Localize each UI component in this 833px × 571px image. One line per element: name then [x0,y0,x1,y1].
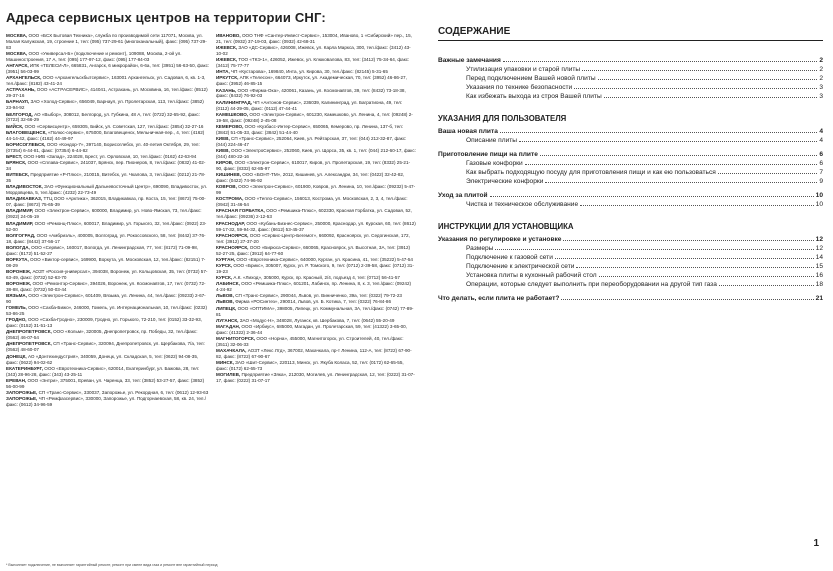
address-entry [216,136,416,148]
address-entry [6,281,210,293]
city-name: ЛЬВОВ, [216,293,234,299]
address-entry [6,396,210,408]
address-entry [216,100,416,112]
address-text: ООО «Сервисцентр», 659305, Бийск, ул. Советская, 127, тел./факс: (3854) 32-27-16 [24,123,204,129]
address-entry [6,75,210,87]
address-entry [6,87,210,99]
dot-leader [555,258,814,259]
city-name: КАЗАНЬ, [216,87,237,93]
heading-divider [438,40,823,41]
city-name: ВЯЗЬМА, [6,293,27,299]
address-text: ЧП «Ремфазсервис», 330000, Запорожье, ул. Подгорнаевская, 58, кв. 24, тел./факс: (0612) 34-96-59 [6,396,207,407]
toc-page-number: 4 [819,137,823,144]
toc-subentry[interactable] [438,66,823,75]
toc-part-heading: ИНСТРУКЦИИ ДЛЯ УСТАНОВЩИКА [438,222,574,231]
address-entry [6,33,210,51]
address-entry [6,233,210,245]
address-entry [216,208,416,220]
address-entry [6,160,210,172]
address-text: ТОО «ТКЭ-1», 426052, Ижевск, ул. Клюковалова, 83, тел: (3412) 75-34-64, факс: (3412) 75-77-77 [216,57,410,69]
address-entry [6,63,210,75]
address-text: СП «Транс-Сервис», 252064, Киев, ул. Рейтарская, 37, тел: (044) 212-32-87, факс: (044) 224-46-47 [216,135,407,147]
toc-section[interactable] [438,295,823,304]
city-name: ВИТЕБСК, [6,172,30,178]
city-name: ЕКАТЕРИНБУРГ, [6,365,43,371]
address-text: ООО «Виктор-сервис», 169900, Воркута, ул. Московская, 12, тел./факс: (82151) 7-08-29 [6,256,206,268]
address-entry [6,184,210,196]
toc-title: Уход за плитой [438,192,488,199]
toc-page-number: 4 [819,128,823,135]
address-text: ООО «Архангельскбытсервис», 163001 Архангельск, ул. Садовая, 6, кв. 1-3, тел./факс: (8182) 43-41-24 [6,75,206,87]
city-name: МОСКВА, [6,51,28,57]
toc-page-number: 6 [819,151,823,158]
address-text: АПК «Телесон», 664073, Иркутск, ул. Академическая, 70, тел: (3952) 46-86-27, факс: (3952) 46-85-15 [216,75,407,87]
toc-title: Указания по технике безопасности [466,84,573,91]
city-name: КАМЕШКОВО, [216,111,249,117]
city-name: АСТРАХАНЬ, [6,87,36,93]
service-centers-title: Адреса сервисных центров на территории СНГ: [6,10,326,25]
dot-leader [500,132,817,133]
toc-title: Важные замечания [438,57,501,64]
address-entry [6,269,210,281]
address-entry [6,172,210,184]
address-text: АОЗТ «Лекс Лтд», 367002, Махачкала, пр-т Ленина, 112-А, тел: (8722) 67-90-82, факс: (8722) 67-90-67 [216,348,412,359]
city-name: ДОНЕЦК, [6,353,27,359]
address-entry [216,160,416,172]
address-entry [6,124,210,130]
toc-section[interactable] [438,151,823,160]
address-entry [6,390,210,396]
toc-page-number: 10 [815,201,823,208]
address-text: ООО «Кольм», 320005, Днепропетровск, пр. Победы, 32, тел./факс: (0562) 46-07-54 [6,329,198,341]
footnote: * Выполняет подключение, не выполняет гарантийный ремонт, ремонт при смене вида газа и ремонт вне гарантийный период [6,563,218,567]
address-entry [216,372,416,384]
page-number: 1 [813,538,819,549]
toc-page-number: 12 [815,236,823,243]
toc-title: Указания по регулировке и установке [438,236,562,243]
city-name: БРЕСТ, [6,153,23,159]
address-text: ООО «Сахба-Гродно», 230009, Гродно, ул. Горького, 72-210, тел: (0152) 33-32-93, факс: (0152) 31-51-13 [6,317,202,329]
address-entry [6,142,210,154]
address-text: ООО «Кондор-7», 397140, Борисоглебск, ул. 40-летия Октября, 29, тел: (07354) 6-44-81, факс: (07354) 6-44-82 [6,141,200,153]
city-name: КЕМЕРОВО, [216,123,244,129]
address-text: ООО «Фирма-Ока», 420061, Казань, ул. Космонавтов, 39, тел: (8432) 73-18-38, факс: (8432) 76-92-03 [216,87,406,99]
address-entry [6,112,210,124]
address-text: АО «Донтехиндустрия», 340059, Донецк, ул. Складская, 5, тел: (0622) 94-08-35, факс: (0622) 94-02-62 [6,353,199,365]
city-name: КУРСК, [216,262,233,268]
address-entry [216,281,416,293]
toc-page-number: 9 [819,178,823,185]
city-name: ВЛАДИКАВКАЗ, [6,196,43,202]
city-name: БЛАГОВЕЩЕНСК, [6,129,47,135]
toc-title: Перед подключением Вашей новой плиты [466,75,596,82]
toc-subentry[interactable] [438,137,823,146]
city-name: ДНЕПРОПЕТРОВСК, [6,341,52,347]
toc-part-heading: УКАЗАНИЯ ДЛЯ ПОЛЬЗОВАТЕЛЯ [438,114,567,123]
address-entry [6,154,210,160]
city-name: АНГАРСК, [6,63,29,69]
address-entry [216,233,416,245]
city-name: ИНТА, [216,69,230,75]
address-text: СП «Транс-Сервис», 320094, Днепропетровск, ул. Щербакова, 7/а, тел: (0562) 48-60-07 [6,341,205,353]
city-name: БЕЛГОРОД, [6,111,33,117]
dot-leader [490,196,814,197]
address-entry [216,57,416,69]
address-text: ООО «Евротехника-Сервис», 640000, Курган, ул. Красина, 41, тел: (35222) 5-47-54 [236,256,413,262]
city-name: АРХАНГЕЛЬСК, [6,75,42,81]
toc-title: Приготовление пищи на плите [438,151,538,158]
address-text: ООО «Ирбиус», 685000, Магадан, ул. Пролетарская, 59, тел: (41322) 3-65-00, факс: (41322) 2-36-44 [216,323,408,335]
city-name: КРАСНАЯ ГОРБАТКА, [216,208,265,214]
toc-title: Утилизация упаковки и старой плиты [466,66,581,73]
city-name: МАХАЧКАЛА, [216,348,247,353]
city-name: ВЛАДИМИР, [6,208,34,214]
address-text: АО «Выбор», 308012, Белгород, ул. Губкина, 48 А, тел: (0722) 32-65-92, факс: (0722) 32-66-29 [6,111,200,123]
toc-page-number: 3 [819,84,823,91]
toc-subentry[interactable] [438,160,823,169]
toc-title: Ваша новая плита [438,128,498,135]
address-text: А.К. «Лиход», 305000, Курск, пр. Красный, 2/4, подъезд 4, тел: (0712) 56-41-57 [233,275,400,281]
address-text: ООО «Ремшика-Плюс», 601201, Лабинск, пр. Ленина, 8, к. 3, тел./факс: (09242) 4-24-92 [216,281,412,293]
address-text: ООО «Электрон-Сервис», 610017, Киров, ул. Пролетарская, 19, тел: (8332) 25-21-90, факс: (8332) 62-85-97 [216,160,411,172]
address-entry [6,208,210,220]
toc-subentry[interactable] [438,84,823,93]
city-name: КИРОВ, [216,160,234,166]
contents-page [430,0,833,571]
address-column-2 [216,33,416,384]
address-column-1 [6,33,210,408]
city-name: ГРОДНО, [6,317,27,323]
city-name: КИШИНЕВ, [216,172,241,178]
address-text: ООО «Электрон-Сервис», 601900, Ковров, ул. Ленина, 10, тел./факс: (09232) 5-47-99 [216,184,416,196]
city-name: ВЛАДИМИР, [6,220,34,226]
address-text: ТТЦ ООО «Арктика», 362015, Владикавказ, пр. Коста, 15, тел: (8672) 75-00-07, факс: (8672) 75-65-39 [6,196,206,208]
address-entry [6,305,210,317]
dot-leader [580,205,814,206]
address-text: ООО «Универсал-Б» (подключение и ремонт), 109088, Москва, 2-ой ул. Машиностроения, 17 А, тел: (095) 177-97-12, факс: (095) 177-84-03 [6,51,182,62]
city-name: ИВАНОВО, [216,33,241,38]
address-text: ООО «ЭлектроСервис», 252060, Киев, ул. Щорса, 35, кв. 1, тел: (044) 212-60-17, факс: (044) 480-22-16 [216,147,416,159]
toc-subentry[interactable] [438,169,823,178]
toc-title: Подключение к электрической сети [466,263,575,270]
address-text: ЗАО «Функциональный Дальневосточный Центр», 690090, Владивосток, ул. Мордовцева, 5, тел./факс: (4232) 22-73-49 [6,184,208,196]
address-entry [6,317,210,329]
address-entry [216,148,416,160]
city-name: КИЕВ, [216,135,230,141]
toc-page-number: 3 [819,93,823,100]
address-entry [216,306,416,318]
address-text: ООО «БСХ Бытовая Техника», служба по производимой сети 117071, Москва, ул. Малая Калужская, 19, строение 1, тел: (095) 737-29-61 (многоканальный), факс: (095) 737-29-83 [6,33,207,50]
address-entry [216,257,416,263]
toc-page-number: 15 [815,263,823,270]
dot-leader [576,267,813,268]
address-text: Фирма «РОСинтез», 290014, Львов, ул. Б. Котика, 7, тел: (0322) 76-84-86 [235,299,391,305]
dot-leader [719,285,814,286]
address-text: ООО «Ремонц-Плюс», 600017, Владимир, ул. Горького, 32, тел./факс: (0922) 23-52-00 [6,220,207,232]
toc-title: Установка плиты в кухонный рабочий стол [466,272,597,279]
city-name: ИРКУТСК, [216,75,239,81]
address-text: ЗАО «ДС-Сервис», 426008, Ижевск, ул. Карла Маркса, 300, тел./факс: (3412) 43-10-02 [216,45,411,57]
city-name: ЗАПОРОЖЬЕ, [6,389,38,395]
address-text: ООО «Кубань-Бизнес-Сервис», 250000, Краснодар, ул. Курская, 60, тел: (8612) 59-17-32, 59-94-32, факс: (8612) 53-45-37 [216,220,416,232]
toc-page-number: 2 [819,75,823,82]
city-name: МИНСК, [216,360,234,366]
address-entry [216,324,416,336]
city-name: КРАСНОДАР, [216,220,246,226]
toc-title: Описание плиты [466,137,518,144]
toc-subentry[interactable] [438,272,823,281]
dot-leader [519,141,817,142]
city-name: БРЯНСК, [6,160,27,166]
address-entry [6,51,210,63]
toc-page-number: 6 [819,160,823,167]
address-entry [6,130,210,142]
address-text: Предприятие «Зяка», 212030, Могилев, ул. Ленинградская, 12, тел: (0222) 31-07-17, факс: (0222) 31-07-17 [216,372,415,384]
address-text: ООО «Электрон-Сервис», 601230, Камешково, ул. Ленина, 4, тел: (09248) 2-19-58, факс: (09248) 2-45-08 [216,111,413,123]
address-text: ООО «Евротехника-Сервис», 620014, Екатеринбург, ул. Бажова, 28, тел: (343) 28-96-28, факс: (343) 43-25-11 [6,365,200,377]
city-name: ДНЕПРОПЕТРОВСК, [6,329,52,335]
city-name: МАГАДАН, [216,323,241,329]
toc-section[interactable] [438,192,823,201]
city-name: КРАСНОЯРСК, [216,232,249,238]
toc-page-number: 2 [819,66,823,73]
address-entry [216,75,416,87]
address-entry [6,329,210,341]
address-entry [6,196,210,208]
toc-title: Электрические конфорки [466,178,544,185]
city-name: КОСТРОМА, [216,196,244,202]
address-text: ООО «ОПТИМА», 398005, Липецк, ул. Коммунальная, 3А, тел./факс: (0742) 77-89-81 [216,305,414,317]
city-name: ВОРОНЕЖ, [6,268,32,274]
address-text: ООО НИВ «Запад», 224028, Брест, ул. Орловская, 10, тел./факс: (0162) 42-63-94 [23,153,197,159]
dot-leader [525,164,818,165]
toc-subentry[interactable] [438,281,823,290]
address-entry [216,348,416,360]
toc-title: Операции, которые следует выполнить при переоборудовании на другой тип газа [466,281,717,288]
address-entry [6,257,210,269]
city-name: ВОРОНЕЖ, [6,281,32,287]
address-text: ООО «Тепло-Сервис», 156013, Кострома, ул. Московская, 2, 3, 4, тел./факс: (0942) 31-46-54 [216,196,408,208]
address-text: ООО «Ремонтэр-Сервис», 394026, Воронеж, ул. Космонавтов, 17, тел: (0732) 72-38-88, факс: (0732) 50-03-44 [6,281,206,292]
toc-page-number: 12 [815,245,823,252]
city-name: ЛИПЕЦК, [216,305,237,311]
address-entry [6,221,210,233]
address-entry [216,33,416,45]
address-text: ООО «Электрон-Сервис», 601409, Вязьма, ул. Ленина, 44, тел./факс: (09233) 2-67-90 [6,293,206,305]
city-name: МАГНИТОГОРСК, [216,335,256,341]
address-text: ООО «АСТРАСЕРВИС», 414041, Астрахань, ул. Москвина, 16, тел./факс: (8512) 29-37-16 [6,87,208,99]
toc-page-number: 10 [815,192,823,199]
city-name: ВОРКУТА, [6,256,29,262]
address-entry [6,293,210,305]
address-entry [216,184,416,196]
address-text: ЗАО «Модус-Н», 348028, Луганск, кв. Шербакова, 7, тел: (0642) 55-20-49 [239,317,395,323]
address-text: ЧП «Антонов-Сервис», 236039, Калининград, ул. Багратиона, 49, тел: (0112) 44-29-05, факс: (0112) 47-44-41 [216,99,403,111]
toc-section[interactable] [438,236,823,245]
toc-subentry[interactable] [438,201,823,210]
toc-subentry[interactable] [438,93,823,102]
toc-page-number: 21 [815,295,823,302]
city-name: МОСКВА, [6,33,28,38]
address-text: ООО «Энтри», 375001, Ереван, ул. Чаренца, 33, тел: (3852) 53-27-57, факс: (3852) 56-00-99 [6,377,205,389]
address-text: ООО «Кузбасс-Интер-Сервис», 650065, Кемерово, пр. Ленина, 137-б, тел: (3842) 51-05-33, факс: (3842) 51-44-40 [216,123,403,135]
city-name: КРАСНОЯРСК, [216,244,249,250]
address-entry [216,112,416,124]
table-of-contents [438,52,823,304]
address-entry [216,336,416,348]
address-text: ООО «Норна», 455000, Магнитогорск, ул. Строителей, 40, тел./факс: (3511) 32-06-33 [216,335,404,347]
address-text: СП «Транс-Сервис», 290044, Львов, ул. Винниченко, 39а, тел: (0322) 79-72-23 [235,293,402,299]
address-entry [6,245,210,257]
address-entry [216,263,416,275]
address-entry [216,172,416,184]
address-entry [6,341,210,353]
toc-title: Газовые конфорки [466,160,523,167]
address-entry [6,354,210,366]
toc-page-number: 18 [815,281,823,288]
toc-subentry[interactable] [438,75,823,84]
city-name: ВОЛОГДА, [6,244,30,250]
address-entry [216,275,416,281]
toc-section[interactable] [438,128,823,137]
city-name: ИЖЕВСК, [216,45,238,51]
dot-leader [582,70,817,71]
address-text: ЗАО «Холод-Сервис», 656049, Барнаул, ул. Пролетарская, 113, тел./факс: (3852) 23-94-92 [6,99,204,111]
dot-leader [503,61,817,62]
address-text: ООО «Сервис-Центр-Бегемот», 660092, Красноярск, ул. Седогинская, 172, тел: (3912) 27-37-20 [216,232,410,244]
toc-title: Как избежать выхода из строя Вашей плиты [466,93,602,100]
address-text: ЧП «Кустарова», 169840, Инта, ул. Кирова, 30, тел./факс: (82145) 5-31-65 [231,69,388,75]
city-name: КИЕВ, [216,147,230,153]
address-text: ООО «Брикс», 305007, Курск, ул. Р. Томского, 9, тел: (0712) 2-39-58, факс: (0712) 31-19-23 [216,262,414,274]
city-name: ИЖЕВСК, [216,57,238,63]
address-text: ООО «Сервис», 160017, Вологда, ул. Ленинградская, 77, тел: (8172) 71-09-98, факс: (8172) 51-52-27 [6,244,199,256]
address-text: ООО ТНФ «Сантер-Инвест-Сервис», 153004, Иваново, 1 «Сибирский» пер., 15, 21, тел: (0932) 37-19-03, факс: (0932) 42-68-31 [216,33,412,44]
address-text: ЗАО «Шит-Сервис», 220113, Минск, ул. Якуба Коласа, 52, тел: (0172) 62-65-55, факс: (0172) 62-65-73 [216,360,404,372]
dot-leader [574,88,817,89]
dot-leader [599,276,814,277]
address-entry [216,293,416,299]
address-text: ООО «Сплава-Сервис», 241037, Брянск, пер. Пионеров, 8, тел./факс: (0832) 41-02-34 [6,160,206,172]
address-text: «Полюс-сервис», 675000, Благовещенск, Мельничная-пер., 4, тел: (4162) 44-14-42, факс: (4162) 44-49-97 [6,129,205,141]
city-name: ВОЛГОГРАД, [6,232,36,238]
address-entry [216,124,416,136]
city-name: ЛАБИНСК, [216,281,240,287]
address-entry [6,366,210,378]
city-name: ЛЬВОВ, [216,299,234,305]
toc-page-number: 14 [815,254,823,261]
toc-page-number: 16 [815,272,823,279]
address-entry [216,221,416,233]
dot-leader [495,249,813,250]
toc-title: Подключение к газовой сети [466,254,553,261]
address-entry [216,299,416,305]
address-entry [216,88,416,100]
address-text: ООО «Сахба-Бижо», 246000, Гомель, ул. Интернациональная, 10, тел./факс: (0232) 53-86-25 [6,305,207,317]
toc-title: Размеры [466,245,494,252]
toc-section[interactable] [438,57,823,66]
toc-subentry[interactable] [438,245,823,254]
address-entry [216,245,416,257]
dot-leader [604,97,818,98]
city-name: ГОМЕЛЬ, [6,305,27,311]
toc-title: Как выбрать подходящую посуду для приготовления пищи и как ею пользоваться [466,169,716,176]
city-name: КУРСК, [216,275,233,281]
address-text: ООО «БОНТ-ТМ», 2012, Кишинев, ул. Александри, 34, тел: (0422) 32-42-82, факс: (0422) 74-96-92 [216,172,405,184]
contents-heading: СОДЕРЖАНИЕ [438,26,511,37]
toc-title: Что делать, если плита не работает? [438,295,560,302]
city-name: ЗАПОРОЖЬЕ, [6,396,38,401]
address-text: СП «Транс-Сервис», 330037, Запорожье, ул. Рекордная, 6, тел: (0612) 12-93-63 [38,389,209,395]
toc-subentry[interactable] [438,254,823,263]
city-name: ВЛАДИВОСТОК, [6,184,43,190]
city-name: КОВРОВ, [216,184,237,190]
address-text: ООО «Бирюса-Сервис», 660065, Красноярск, ул. Высотная, 3А, тел: (3912) 52-27-25, факс: (3912) 64-77-60 [216,244,411,256]
city-name: БАРНАУЛ, [6,99,30,105]
toc-page-number: 2 [819,57,823,64]
city-name: КУРГАН, [216,256,236,262]
address-text: ООО «Электрон-Сервис», 600000, Владимир, ул. Ново-Ямская, 73, тел./факс: (0922) 24-05-19 [6,208,202,220]
toc-subentry[interactable] [438,263,823,272]
toc-title: Чистка и техническое обслуживание [466,201,579,208]
city-name: КАЛИНИНГРАД, [216,99,252,105]
city-name: МОГИЛЕВ, [216,372,241,378]
dot-leader [718,173,818,174]
address-text: ИПК «ТЕЛЕСИ-Л», 665831, Ангарск, 6 микрорайон, 6-6а, тел: (3951) 56-63-50, факс: (3951) 56-03-99 [6,63,210,75]
address-entry [6,99,210,111]
dot-leader [563,240,813,241]
address-entry [6,378,210,390]
address-text: Предприятие «Р-Плюс», 210015, Витебск, ул. Чкалова, 3, тел./факс: (0212) 21-78-35 [6,172,206,184]
dot-leader [598,79,818,80]
address-entry [216,45,416,57]
toc-page-number: 7 [819,169,823,176]
address-text: АОЗТ «Россия-универсал», 394038, Воронеж, ул. Кольцовская, 35, тел: (0732) 57-63-49, факс: (0732) 52-63-70 [6,268,208,280]
address-text: ООО «Ремшика-Плюс», 602330, Красная Горбатка, ул. Садовая, 52, тел./факс: (09236) 2-12-53 [216,208,412,220]
city-name: БОРИСОГЛЕБСК, [6,141,46,147]
address-text: ООО «Амбриэль», 400005, Волгоград, ул. Рокоссовского, 58, тел: (8442) 37-76-18, факс: (8442) 37-56-17 [6,232,206,244]
address-entry [216,69,416,75]
address-entry [216,196,416,208]
city-name: ЛУГАНСК, [216,317,239,323]
toc-subentry[interactable] [438,178,823,187]
city-name: БИЙСК, [6,123,24,129]
dot-leader [540,155,817,156]
dot-leader [545,182,817,183]
address-entry [216,360,416,372]
address-entry [216,318,416,324]
city-name: ЕРЕВАН, [6,377,27,383]
dot-leader [561,299,813,300]
